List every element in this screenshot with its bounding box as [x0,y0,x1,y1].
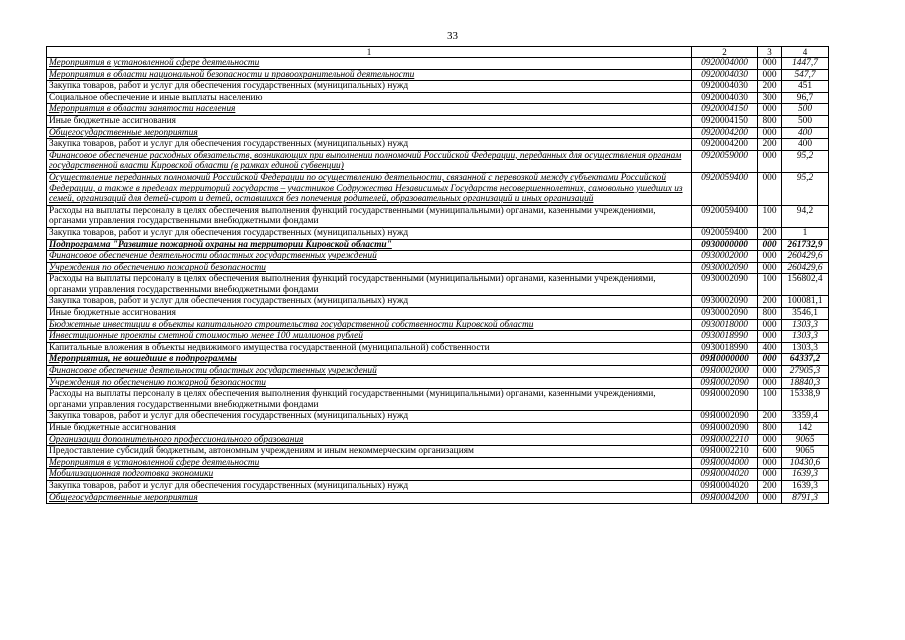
row-code-cell: 09Я0002090 [692,411,758,423]
row-code-cell: 0930018990 [692,331,758,343]
row-type-cell: 200 [758,480,782,492]
row-type-cell: 400 [758,342,782,354]
table-row [47,274,829,296]
row-type-cell: 000 [758,331,782,343]
row-sum-cell: 400 [782,139,829,151]
row-type-cell: 000 [758,377,782,389]
row-type-cell: 200 [758,81,782,93]
row-type-cell: 300 [758,92,782,104]
row-sum-cell: 547,7 [782,69,829,81]
row-name-cell: Закупка товаров, работ и услуг для обеспечения государственных (муниципальных) нужд [47,411,692,423]
table-row [47,92,829,104]
row-sum-cell: 95,2 [782,172,829,205]
row-name-cell: Расходы на выплаты персоналу в целях обеспечения выполнения функций государственными (муниципальными) органами, казенными учреждениями, органами управления государственными внебюджетными фондами [47,274,692,296]
row-sum-cell: 156802,4 [782,274,829,296]
table-row [47,469,829,481]
row-sum-cell: 9065 [782,434,829,446]
column-header-sum: 4 [782,47,829,58]
row-name-cell: Мероприятия в установленной сфере деятельности [47,457,692,469]
row-type-cell: 200 [758,139,782,151]
row-name-cell: Закупка товаров, работ и услуг для обеспечения государственных (муниципальных) нужд [47,81,692,93]
row-type-cell: 000 [758,366,782,378]
row-type-cell: 600 [758,446,782,458]
row-name-cell: Общегосударственные мероприятия [47,127,692,139]
row-code-cell: 0930018990 [692,342,758,354]
row-sum-cell: 261732,9 [782,239,829,251]
row-code-cell: 0920059000 [692,150,758,172]
row-sum-cell: 260429,6 [782,251,829,263]
row-type-cell: 200 [758,296,782,308]
table-row [47,262,829,274]
row-type-cell: 200 [758,227,782,239]
row-sum-cell: 1303,3 [782,331,829,343]
row-type-cell: 000 [758,172,782,205]
row-name-cell: Учреждения по обеспечению пожарной безопасности [47,262,692,274]
row-sum-cell: 100081,1 [782,296,829,308]
column-header-type: 3 [758,47,782,58]
row-name-cell: Финансовое обеспечение деятельности областных государственных учреждений [47,366,692,378]
budget-table-body [47,47,829,504]
row-name-cell: Мероприятия в области занятости населения [47,104,692,116]
row-type-cell: 100 [758,205,782,227]
table-row [47,308,829,320]
row-code-cell: 09Я0002090 [692,389,758,411]
table-row [47,69,829,81]
row-name-cell: Учреждения по обеспечению пожарной безопасности [47,377,692,389]
row-name-cell: Закупка товаров, работ и услуг для обеспечения государственных (муниципальных) нужд [47,139,692,151]
row-code-cell: 0920004200 [692,127,758,139]
row-code-cell: 0920004030 [692,92,758,104]
table-row [47,127,829,139]
row-sum-cell: 64337,2 [782,354,829,366]
table-row [47,251,829,263]
row-sum-cell: 94,2 [782,205,829,227]
row-sum-cell: 1303,3 [782,342,829,354]
table-row [47,354,829,366]
table-row [47,480,829,492]
row-sum-cell: 260429,6 [782,262,829,274]
row-type-cell: 800 [758,115,782,127]
row-code-cell: 09Я0004020 [692,469,758,481]
row-name-cell: Финансовое обеспечение расходных обязательств, возникающих при выполнении полномочий Российской Федерации, переданных для осуществления органам государственной власти Кировской области (в рамках единой субвенции) [47,150,692,172]
table-row [47,139,829,151]
row-sum-cell: 1639,3 [782,469,829,481]
row-code-cell: 0920004150 [692,104,758,116]
row-sum-cell: 1639,3 [782,480,829,492]
column-header-code: 2 [692,47,758,58]
row-name-cell: Закупка товаров, работ и услуг для обеспечения государственных (муниципальных) нужд [47,480,692,492]
table-row [47,434,829,446]
row-sum-cell: 1303,3 [782,319,829,331]
row-type-cell: 000 [758,457,782,469]
row-type-cell: 100 [758,389,782,411]
row-name-cell: Капитальные вложения в объекты недвижимого имущества государственной (муниципальной) собственности [47,342,692,354]
table-row [47,492,829,504]
row-type-cell: 000 [758,251,782,263]
row-name-cell: Мобилизационная подготовка экономики [47,469,692,481]
table-row [47,239,829,251]
row-sum-cell: 1 [782,227,829,239]
row-type-cell: 000 [758,150,782,172]
row-sum-cell: 9065 [782,446,829,458]
row-type-cell: 000 [758,469,782,481]
row-name-cell: Предоставление субсидий бюджетным, автономным учреждениям и иным некоммерческим организациям [47,446,692,458]
table-row [47,377,829,389]
row-name-cell: Мероприятия, не вошедшие в подпрограммы [47,354,692,366]
row-type-cell: 000 [758,127,782,139]
row-code-cell: 0930002090 [692,296,758,308]
page-number: 33 [447,30,458,42]
table-row [47,411,829,423]
row-name-cell: Общегосударственные мероприятия [47,492,692,504]
row-name-cell: Расходы на выплаты персоналу в целях обеспечения выполнения функций государственными (муниципальными) органами, казенными учреждениями, органами управления государственными внебюджетными фондами [47,389,692,411]
row-sum-cell: 96,7 [782,92,829,104]
row-code-cell: 09Я0002210 [692,434,758,446]
row-sum-cell: 15338,9 [782,389,829,411]
row-code-cell: 0920059400 [692,172,758,205]
row-sum-cell: 500 [782,104,829,116]
row-sum-cell: 451 [782,81,829,93]
row-name-cell: Инвестиционные проекты сметной стоимостью менее 100 миллионов рублей [47,331,692,343]
row-name-cell: Расходы на выплаты персоналу в целях обеспечения выполнения функций государственными (муниципальными) органами, казенными учреждениями, органами управления государственными внебюджетными фондами [47,205,692,227]
row-sum-cell: 18840,3 [782,377,829,389]
row-type-cell: 000 [758,434,782,446]
row-code-cell: 0930002090 [692,308,758,320]
row-code-cell: 09Я0002090 [692,377,758,389]
row-code-cell: 09Я0002210 [692,446,758,458]
row-type-cell: 000 [758,239,782,251]
table-row [47,331,829,343]
row-sum-cell: 8791,3 [782,492,829,504]
row-sum-cell: 400 [782,127,829,139]
table-row [47,115,829,127]
budget-table [46,46,829,504]
row-code-cell: 09Я0002090 [692,423,758,435]
row-name-cell: Иные бюджетные ассигнования [47,308,692,320]
row-type-cell: 800 [758,423,782,435]
table-row [47,81,829,93]
row-code-cell: 0920059400 [692,227,758,239]
table-row [47,227,829,239]
table-header-row [47,47,829,58]
row-name-cell: Закупка товаров, работ и услуг для обеспечения государственных (муниципальных) нужд [47,227,692,239]
table-row [47,296,829,308]
row-type-cell: 000 [758,58,782,70]
table-row [47,423,829,435]
table-row [47,104,829,116]
row-code-cell: 09Я0004200 [692,492,758,504]
row-sum-cell: 3359,4 [782,411,829,423]
row-code-cell: 0920059400 [692,205,758,227]
table-row [47,319,829,331]
row-name-cell: Закупка товаров, работ и услуг для обеспечения государственных (муниципальных) нужд [47,296,692,308]
row-name-cell: Бюджетные инвестиции в объекты капитального строительства государственной собственности Кировской области [47,319,692,331]
row-name-cell: Подпрограмма "Развитие пожарной охраны на территории Кировской области" [47,239,692,251]
column-header-name: 1 [47,47,692,58]
row-type-cell: 000 [758,492,782,504]
row-sum-cell: 10430,6 [782,457,829,469]
row-sum-cell: 500 [782,115,829,127]
row-code-cell: 0920004030 [692,81,758,93]
row-type-cell: 800 [758,308,782,320]
table-row [47,58,829,70]
table-row [47,446,829,458]
table-row [47,172,829,205]
row-sum-cell: 142 [782,423,829,435]
row-name-cell: Иные бюджетные ассигнования [47,423,692,435]
row-type-cell: 000 [758,354,782,366]
row-code-cell: 09Я0004000 [692,457,758,469]
row-code-cell: 0930002090 [692,274,758,296]
table-row [47,205,829,227]
row-type-cell: 000 [758,69,782,81]
row-code-cell: 0930002090 [692,262,758,274]
row-code-cell: 0920004150 [692,115,758,127]
row-type-cell: 100 [758,274,782,296]
row-type-cell: 200 [758,411,782,423]
row-type-cell: 000 [758,262,782,274]
row-name-cell: Мероприятия в установленной сфере деятельности [47,58,692,70]
row-sum-cell: 1447,7 [782,58,829,70]
row-code-cell: 0920004030 [692,69,758,81]
row-code-cell: 09Я0000000 [692,354,758,366]
table-row [47,366,829,378]
row-name-cell: Финансовое обеспечение деятельности областных государственных учреждений [47,251,692,263]
table-row [47,342,829,354]
table-row [47,457,829,469]
row-sum-cell: 27905,3 [782,366,829,378]
row-code-cell: 0920004200 [692,139,758,151]
row-name-cell: Осуществление переданных полномочий Российской Федерации по осуществлению деятельности, связанной с перевозкой между субъектами Российской Федерации, а также в пределах территорий государств – участников Содружества Независимых Государств несовершеннолетних, самовольно ушедших из семей, организаций для детей-сирот и детей, оставшихся без попечения родителей, образовательных организаций и иных организаций [47,172,692,205]
row-code-cell: 09Я0002000 [692,366,758,378]
table-row [47,389,829,411]
row-name-cell: Иные бюджетные ассигнования [47,115,692,127]
row-code-cell: 0930018000 [692,319,758,331]
table-row [47,150,829,172]
row-code-cell: 09Я0004020 [692,480,758,492]
row-sum-cell: 3546,1 [782,308,829,320]
row-sum-cell: 95,2 [782,150,829,172]
row-name-cell: Организации дополнительного профессионального образования [47,434,692,446]
row-code-cell: 0930000000 [692,239,758,251]
row-name-cell: Социальное обеспечение и иные выплаты населению [47,92,692,104]
row-code-cell: 0920004000 [692,58,758,70]
row-code-cell: 0930002000 [692,251,758,263]
row-type-cell: 000 [758,104,782,116]
row-type-cell: 000 [758,319,782,331]
row-name-cell: Мероприятия в области национальной безопасности и правоохранительной деятельности [47,69,692,81]
